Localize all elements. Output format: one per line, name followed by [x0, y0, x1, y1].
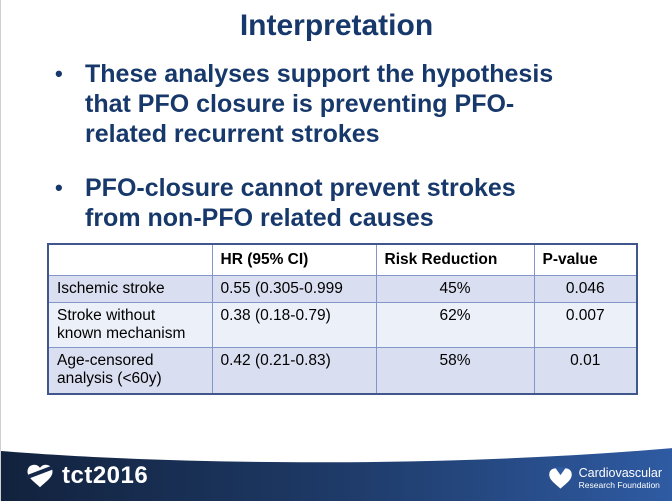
bullet-line: These analyses support the hypothesis: [85, 60, 554, 88]
bullet-item: [51, 173, 636, 233]
crf-logo-text: [579, 467, 662, 490]
crf-subname: Research Foundation: [578, 480, 660, 490]
bullet-dot: [51, 59, 85, 149]
table-row: [48, 348, 637, 394]
hr-value: 0.38 (0.18-0.79): [212, 303, 376, 348]
table-row: [48, 276, 637, 303]
crf-heart-icon: [547, 465, 574, 492]
crf-logo: [547, 465, 662, 492]
hr-value: 0.55 (0.305-0.999: [212, 276, 376, 303]
row-label: Age-censored analysis (<60y): [48, 348, 212, 394]
row-label: Stroke without known mechanism: [48, 303, 212, 348]
risk-reduction-value: 62%: [376, 303, 534, 348]
slide-title: Interpretation: [239, 9, 434, 42]
crf-name: Cardiovascular: [578, 466, 662, 480]
header-risk-reduction: Risk Reduction: [376, 244, 534, 276]
hr-value: 0.42 (0.21-0.83): [212, 348, 376, 394]
bullet-line: from non-PFO related causes: [85, 204, 434, 232]
header-empty: [48, 244, 212, 276]
results-table: [47, 243, 638, 395]
risk-reduction-value: 45%: [376, 276, 534, 303]
tct-logo-text: tct2016: [62, 462, 149, 489]
p-value: 0.046: [534, 276, 637, 303]
bullet-line: PFO-closure cannot prevent strokes: [85, 174, 516, 202]
bullet-line: related recurrent strokes: [85, 120, 380, 148]
p-value: 0.007: [534, 303, 637, 348]
bullet-line: that PFO closure is preventing PFO-: [85, 90, 515, 118]
bullet-text: [85, 59, 553, 149]
bullet-text: [85, 173, 516, 233]
bullet-list: [51, 59, 636, 257]
bullet-item: [51, 59, 636, 149]
header-p-value: P-value: [534, 244, 637, 276]
tct-heart-icon: [25, 461, 55, 491]
p-value: 0.01: [534, 348, 637, 394]
table-header-row: [48, 244, 637, 276]
row-label: Ischemic stroke: [48, 276, 212, 303]
table-row: [48, 303, 637, 348]
bullet-dot: [51, 173, 85, 233]
risk-reduction-value: 58%: [376, 348, 534, 394]
header-hr: HR (95% CI): [212, 244, 376, 276]
tct2016-logo: [25, 461, 148, 491]
